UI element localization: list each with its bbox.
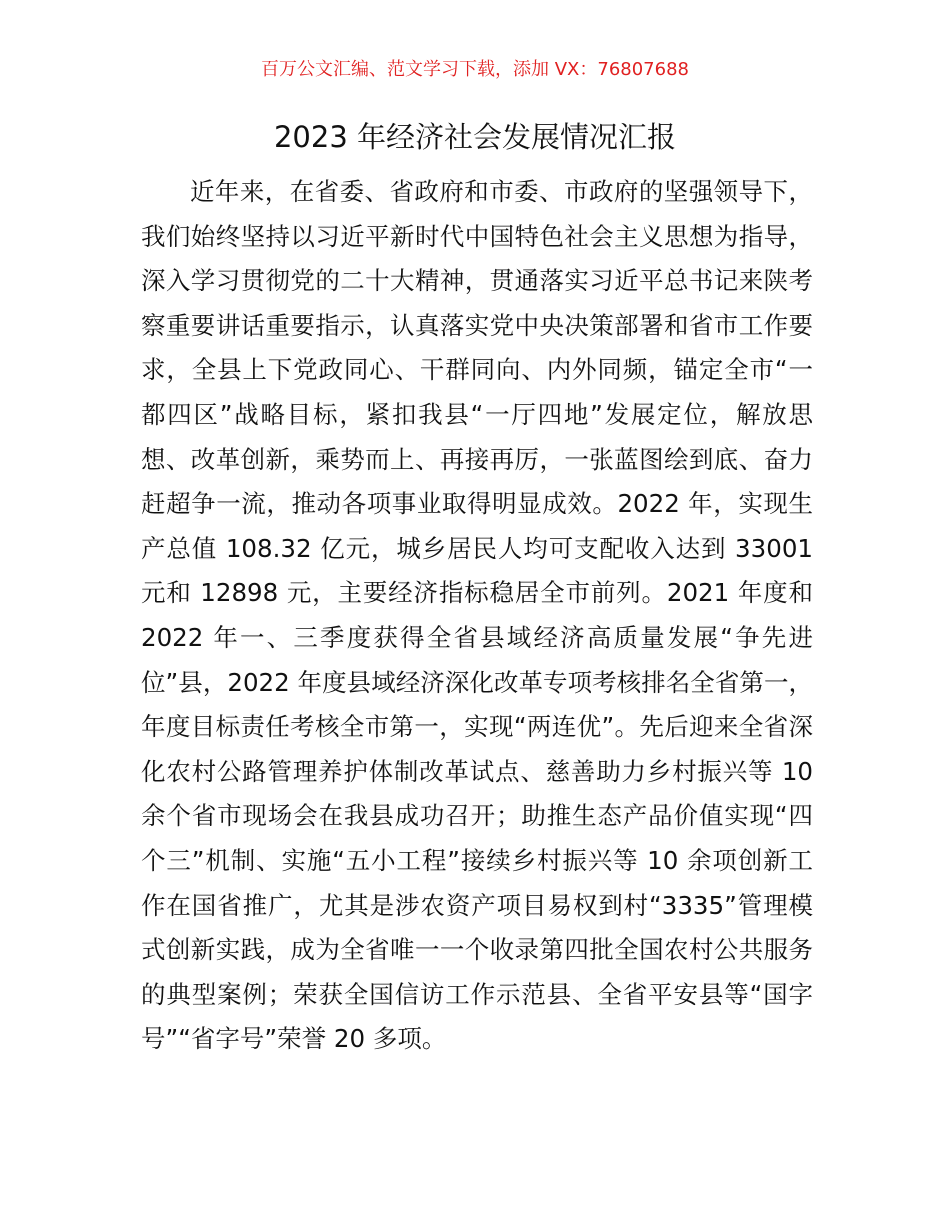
body-paragraph: 近年来，在省委、省政府和市委、市政府的坚强领导下，我们始终坚持以习近平新时代中国特色社会主义思想为指导，深入学习贯彻党的二十大精神，贯通落实习近平总书记来陕考察重要讲话重要指示，认真落实党中央决策部署和省市工作要求，全县上下党政同心、干群同向、内外同频，锚定全市“一都四区”战略目标，紧扣我县“一厅四地”发展定位，解放思想、改革创新，乘势而上、再接再厉，一张蓝图绘到底、奋力赶超争一流，推动各项事业取得明显成效。2022 年，实现生产总值 108.32 亿元，城乡居民人均可支配收入达到 33001 元和 12898 元，主要经济指标稳居全市前列。2021 年度和 2022 年一、三季度获得全省县域经济高质量发展“争先进位”县，2022 年度县域经济深化改革专项考核排名全省第一，年度目标责任考核全市第一，实现“两连优”。先后迎来全省深化农村公路管理养护体制改革试点、慈善助力乡村振兴等 10 余个省市现场会在我县成功召开；助推生态产品价值实现“四个三”机制、实施“五小工程”接续乡村振兴等 10 余项创新工作在国省推广，尤其是涉农资产项目易权到村“3335”管理模式创新实践，成为全省唯一一个收录第四批全国农村公共服务的典型案例；荣获全国信访工作示范县、全省平安县等“国字号”“省字号”荣誉 20 多项。 bbox=[141, 177, 813, 1054]
document-title: 2023 年经济社会发展情况汇报 bbox=[273, 120, 677, 154]
watermark-header: 百万公文汇编、范文学习下载，添加 VX：76807688 bbox=[261, 59, 689, 80]
